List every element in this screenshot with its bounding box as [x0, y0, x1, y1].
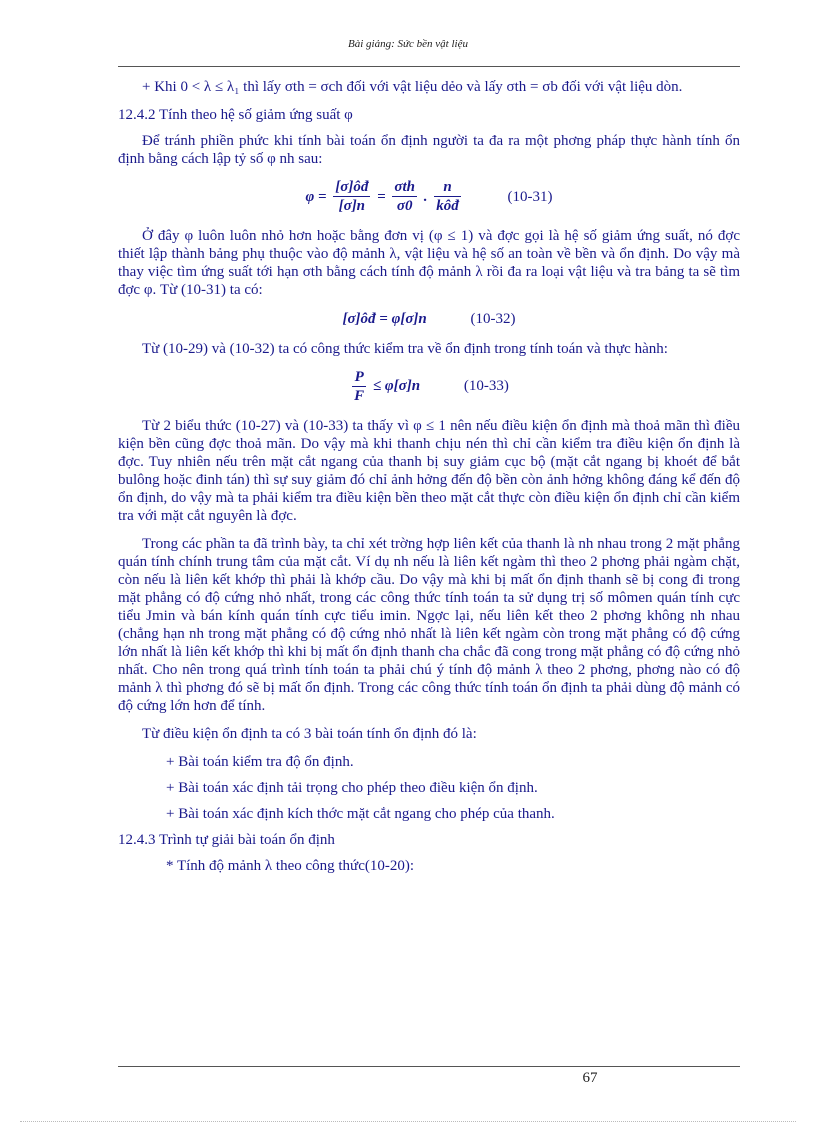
eq1-frac2 [392, 178, 417, 215]
eq1-frac1-den: [σ]n [338, 198, 366, 214]
eq3-frac [352, 368, 366, 405]
eq1-frac2-num: σth [394, 179, 416, 195]
equation-10-31 [118, 178, 740, 215]
paragraph-intro: Để tránh phiền phức khi tính bài toán ổn định người ta đa ra một phơng pháp thực hành tính ổn định bằng cách lập tỷ số φ nh sau: [118, 133, 740, 167]
eq1-mid: = [377, 188, 386, 205]
paragraph-problem-types: Từ điều kiện ổn định ta có 3 bài toán tính ổn định đó là: [142, 725, 477, 742]
paragraph-check-formula: Từ (10-29) và (10-32) ta có công thức kiểm tra về ổn định trong tính toán và thực hành: [142, 340, 668, 357]
eq3-den: F [354, 387, 365, 404]
equation-10-32 [118, 309, 740, 328]
eq1-frac1 [333, 178, 370, 215]
page-number: 67 [582, 1070, 598, 1086]
page-edge-dots [20, 1121, 796, 1122]
list-item: + Bài toán kiểm tra độ ổn định. [166, 753, 354, 770]
paragraph-condition: + Khi 0 < λ ≤ λ₁ thì lấy σth = σch đối với vật liệu dẻo và lấy σth = σb đối với vật liệu dòn. [142, 79, 683, 95]
eq1-lhs: φ = [305, 188, 327, 205]
eq1-frac1-num: [σ]ôđ [335, 179, 369, 195]
section-heading-12-4-3: 12.4.3 Trình tự giải bài toán ổn định [118, 831, 335, 848]
list-item: + Bài toán xác định kích thớc mặt cắt ngang cho phép của thanh. [166, 805, 555, 822]
eq1-frac2-den: σ0 [396, 198, 413, 214]
eq1-dot: . [423, 188, 428, 205]
paragraph-strength-condition: Từ 2 biểu thức (10-27) và (10-33) ta thấy vì φ ≤ 1 nên nếu điều kiện ổn định mà thoả mãn thì điều kiện bền cũng đợc thoả mãn. Do vậy mà khi thanh chịu nén thì chỉ cần kiểm tra điều kiện ổn định là đợc. Tuy nhiên nếu trên mặt cắt ngang của thanh bị suy giảm cục bộ (mặt cắt ngang bị khoét để bắt bulông hoặc đinh tán) thì sự suy giảm đó chỉ ảnh hởng đến độ bền còn ảnh hởng không đáng kể đến độ ổn định, do vậy mà ta phải kiểm tra điều kiện bền theo mặt cắt thực còn điều kiện ổn định chỉ cần kiểm tra với mặt cắt nguyên là đợc. [118, 417, 740, 524]
paragraph-step: * Tính độ mảnh λ theo công thức(10-20): [166, 857, 414, 874]
paragraph-connection-cases: Trong các phần ta đã trình bày, ta chỉ xét trờng hợp liên kết của thanh là nh nhau trong 2 mặt phẳng quán tính chính trung tâm của mặt cắt. Ví dụ nh nếu là liên kết ngàm thì theo 2 phơng phải ngàm chặt, còn nếu là liên kết khớp thì phải là khớp cầu. Do vậy mà khi bị mất ổn định thanh sẽ bị cong đi trong mặt phẳng có độ cứng nhỏ nhất, trong các công thức tính toán ta sử dụng trị số mômen quán tính cực tiểu Jmin và bán kính quán tính cực tiểu imin. Ngợc lại, nếu liên kết theo 2 phơng không nh nhau (chẳng hạn nh trong mặt phẳng có độ cứng nhỏ nhất là liên kết ngàm còn trong mặt phẳng có độ cứng lớn nhất là liên kết khớp thì khi bị mất ổn định thanh cha chắc đã cong trong mặt phẳng có độ cứng nhỏ nhất. Cho nên trong quá trình tính toán ta phải chú ý tính độ mảnh λ theo 2 phơng, phơng nào có độ mảnh λ thì phơng đó sẽ bị mất ổn định. Trong các công thức tính toán ổn định ta phải dùng độ mảnh có độ cứng lớn hơn để tính. [118, 535, 740, 714]
eq3-num: P [352, 368, 366, 387]
page-content [118, 78, 740, 885]
list-item: + Bài toán xác định tải trọng cho phép theo điều kiện ổn định. [166, 779, 538, 796]
eq2-expr: [σ]ôđ = φ[σ]n [342, 310, 427, 327]
footer-rule [118, 1066, 740, 1067]
eq3-rhs: ≤ φ[σ]n [372, 378, 421, 395]
eq2-label: (10-32) [470, 310, 516, 327]
eq1-label: (10-31) [507, 188, 553, 205]
paragraph-phi-description: Ở đây φ luôn luôn nhỏ hơn hoặc bằng đơn vị (φ ≤ 1) và đợc gọi là hệ số giảm ứng suất, nó đợc thiết lập thành bảng phụ thuộc vào độ mảnh λ, vật liệu và hệ số an toàn về bền và ổn định. Do vậy mà thay việc tìm ứng suất tới hạn σth bằng cách tính độ mảnh λ rồi đa ra loại vật liệu và tra bảng ta sẽ tìm đợc φ. Từ (10-31) ta có: [118, 228, 740, 298]
header-rule [118, 66, 740, 67]
equation-10-33 [118, 368, 740, 405]
eq1-frac3-num: n [434, 178, 461, 197]
eq1-frac3-den: kôđ [436, 198, 459, 214]
page-header: Bài giảng: Sức bền vật liệu [348, 38, 468, 50]
eq3-label: (10-33) [463, 378, 509, 395]
problem-list [118, 753, 740, 823]
eq1-frac3 [434, 178, 461, 215]
section-heading-12-4-2: 12.4.2 Tính theo hệ số giảm ứng suất φ [118, 107, 353, 123]
